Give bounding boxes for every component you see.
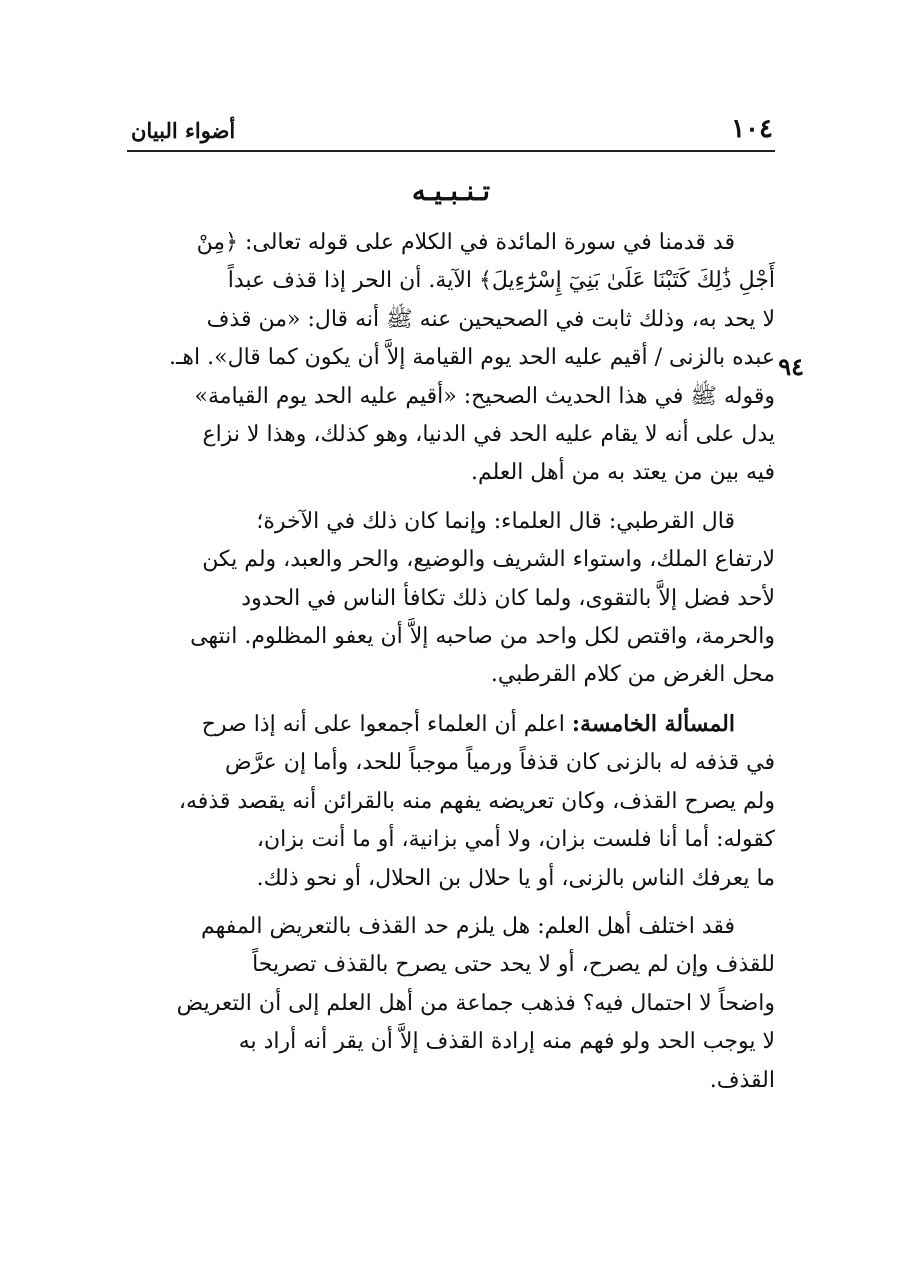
text-line: والحرمة، واقتص لكل واحد من صاحبه إلاَّ أن يعفو المظلوم. انتهى bbox=[190, 624, 775, 650]
text-line: قد قدمنا في سورة المائدة في الكلام على قوله تعالى: ﴿مِنْ bbox=[196, 230, 735, 255]
body-text bbox=[127, 224, 775, 1110]
text-line bbox=[127, 705, 775, 744]
text-line: القذف. bbox=[709, 1067, 775, 1093]
text-line: كقوله: أما أنا فلست بزان، ولا أمي بزانية، أو ما أنت بزان، bbox=[256, 827, 775, 853]
text-line: قال القرطبي: قال العلماء: وإنما كان ذلك في الآخرة؛ bbox=[256, 508, 735, 534]
text-line: أَجْلِ ذَٰلِكَ كَتَبْنَا عَلَىٰ بَنِيٓ إِسْرَٰٓءِيلَ﴾ الآية. أن الحر إذا قذف عبداً bbox=[227, 268, 775, 294]
text-line: واضحاً لا احتمال فيه؟ فذهب جماعة من أهل العلم إلى أن التعريض bbox=[176, 990, 775, 1016]
page-number: ١٠٤ bbox=[731, 114, 773, 144]
text-line: للقذف وإن لم يصرح، أو لا يحد حتى يصرح بالقذف تصريحاً bbox=[252, 952, 775, 978]
page-header bbox=[127, 112, 775, 152]
text-line: فقد اختلف أهل العلم: هل يلزم حد القذف بالتعريض المفهم bbox=[201, 913, 735, 939]
paragraph-2 bbox=[127, 503, 775, 695]
issue-heading: المسألة الخامسة: bbox=[571, 710, 735, 737]
running-title: أضواء البيان bbox=[131, 118, 236, 143]
text-line: محل الغرض من كلام القرطبي. bbox=[490, 662, 775, 688]
text-fragment: اعلم أن العلماء أجمعوا على أنه إذا صرح bbox=[201, 711, 572, 737]
paragraph-3 bbox=[127, 705, 775, 898]
text-line: لا يوجب الحد ولو فهم منه إرادة القذف إلاَّ أن يقر أنه أراد به bbox=[238, 1029, 775, 1055]
text-line: لأحد فضل إلاَّ بالتقوى، ولما كان ذلك تكافأ الناس في الحدود bbox=[241, 585, 775, 611]
text-line: ولم يصرح القذف، وكان تعريضه يفهم منه بالقرائن أنه يقصد قذفه، bbox=[178, 788, 775, 814]
paragraph-4 bbox=[127, 908, 775, 1100]
text-line: عبده بالزنى / أقيم عليه الحد يوم القيامة إلاَّ أن يكون كما قال». اهـ. bbox=[168, 345, 775, 371]
margin-page-marker: ٩٤ bbox=[778, 352, 804, 381]
text-line: فيه بين من يعتد به من أهل العلم. bbox=[470, 460, 775, 486]
text-line: ما يعرفك الناس بالزنى، أو يا حلال بن الحلال، أو نحو ذلك. bbox=[256, 865, 775, 891]
text-line: لا يحد به، وذلك ثابت في الصحيحين عنه ﷺ أنه قال: «من قذف bbox=[206, 306, 775, 332]
text-line: لارتفاع الملك، واستواء الشريف والوضيع، والحر والعبد، ولم يكن bbox=[202, 547, 775, 573]
header-rule bbox=[127, 150, 775, 152]
text-line: يدل على أنه لا يقام عليه الحد في الدنيا، وهو كذلك، وهذا لا نزاع bbox=[202, 422, 775, 448]
text-line: وقوله ﷺ في هذا الحديث الصحيح: «أقيم عليه الحد يوم القيامة» bbox=[194, 383, 775, 409]
text-line: في قذفه له بالزنى كان قذفاً ورمياً موجباً للحد، وأما إن عرَّض bbox=[224, 750, 775, 776]
section-title: تـنـبـيـه bbox=[411, 176, 491, 207]
paragraph-1 bbox=[127, 224, 775, 493]
